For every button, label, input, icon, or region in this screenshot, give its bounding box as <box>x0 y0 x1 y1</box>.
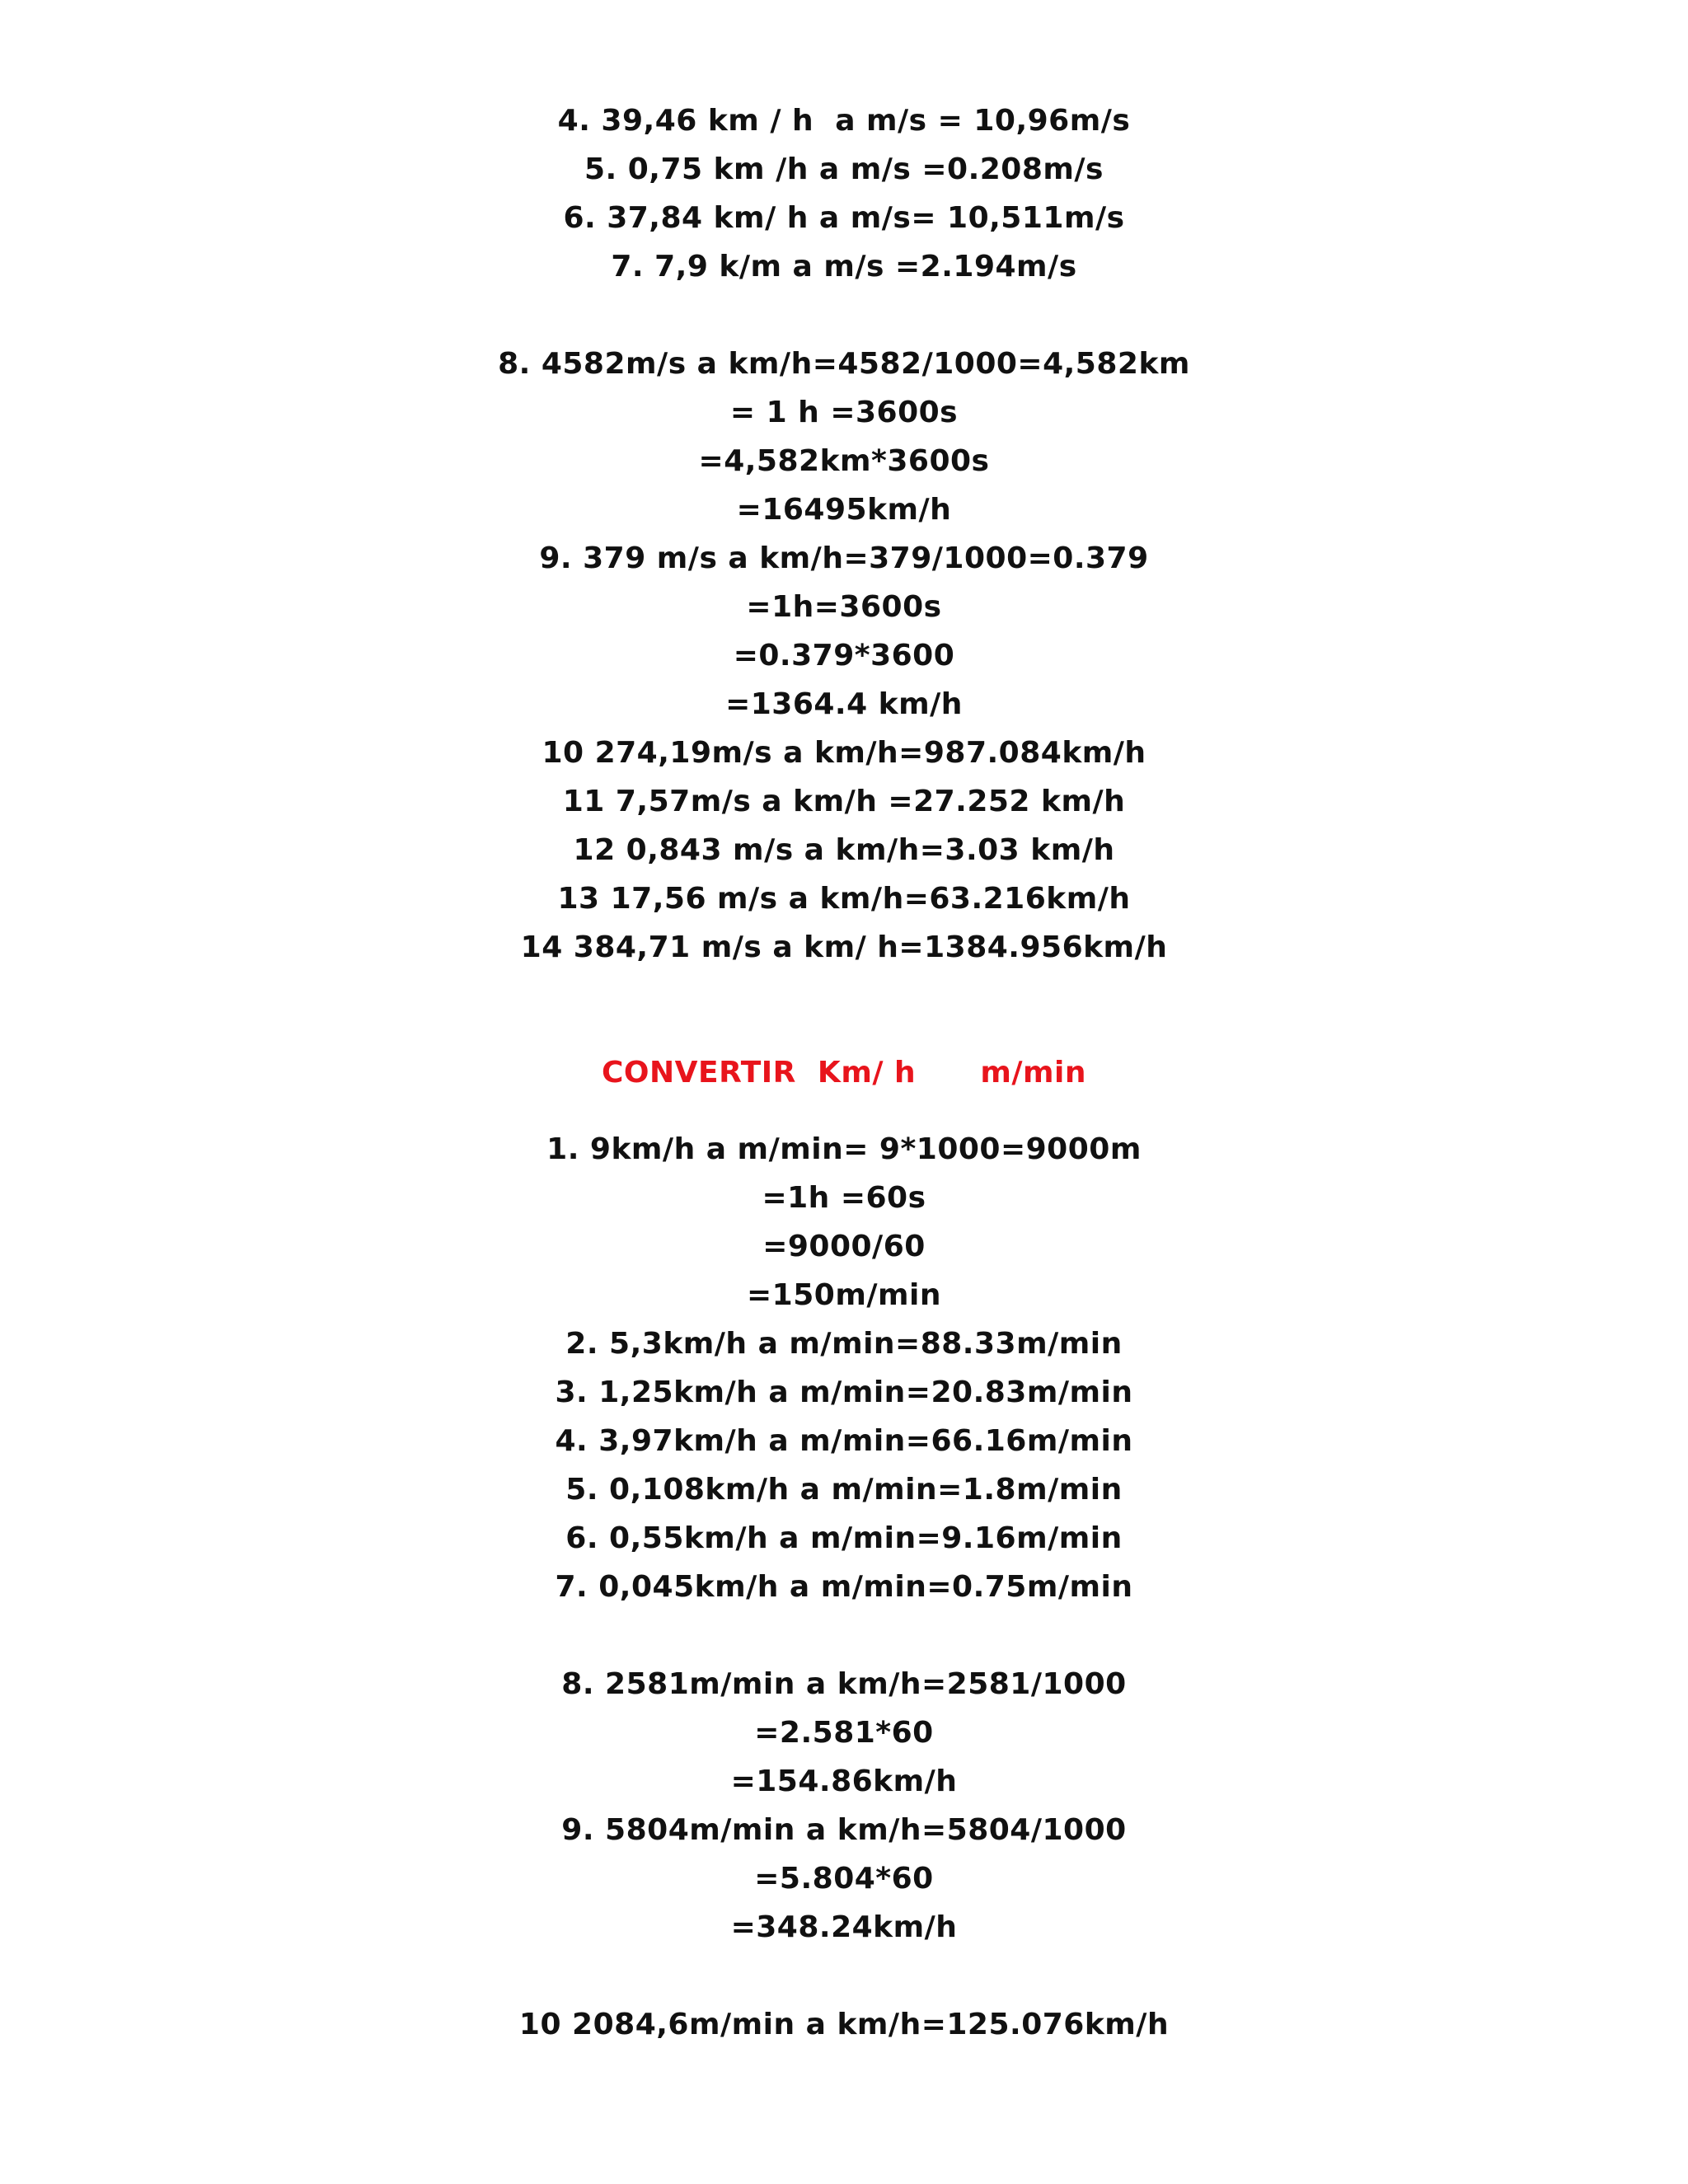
section-heading: CONVERTIR Km/ h m/min <box>601 1056 1086 1090</box>
conversion-line: =1h =60s <box>762 1181 926 1215</box>
conversion-line: 14 384,71 m/s a km/ h=1384.956km/h <box>520 930 1168 964</box>
conversion-line: =348.24km/h <box>730 1910 958 1944</box>
conversion-line: 8. 2581m/min a km/h=2581/1000 <box>561 1667 1127 1701</box>
conversion-line: 12 0,843 m/s a km/h=3.03 km/h <box>573 833 1115 867</box>
conversion-line: 2. 5,3km/h a m/min=88.33m/min <box>565 1327 1123 1361</box>
conversion-line: 1. 9km/h a m/min= 9*1000=9000m <box>546 1132 1142 1166</box>
conversion-line: 5. 0,108km/h a m/min=1.8m/min <box>565 1473 1123 1507</box>
conversion-line: =4,582km*3600s <box>698 444 990 478</box>
conversion-line: 5. 0,75 km /h a m/s =0.208m/s <box>584 152 1104 186</box>
conversion-line: =2.581*60 <box>754 1716 934 1750</box>
conversion-line: = 1 h =3600s <box>729 396 959 429</box>
conversion-line: 13 17,56 m/s a km/h=63.216km/h <box>557 882 1131 916</box>
conversion-line: 6. 0,55km/h a m/min=9.16m/min <box>565 1521 1123 1555</box>
conversion-line: =150m/min <box>747 1278 941 1312</box>
conversion-line: 7. 0,045km/h a m/min=0.75m/min <box>555 1570 1133 1604</box>
conversion-line: =154.86km/h <box>730 1765 958 1798</box>
conversion-line: 6. 37,84 km/ h a m/s= 10,511m/s <box>563 201 1125 235</box>
conversion-line: =0.379*3600 <box>733 639 955 673</box>
conversion-line: 8. 4582m/s a km/h=4582/1000=4,582km <box>498 347 1190 381</box>
conversion-line: 3. 1,25km/h a m/min=20.83m/min <box>555 1376 1133 1409</box>
conversion-line: 11 7,57m/s a km/h =27.252 km/h <box>562 785 1126 818</box>
conversion-line: 7. 7,9 k/m a m/s =2.194m/s <box>611 250 1077 284</box>
conversion-line: 9. 379 m/s a km/h=379/1000=0.379 <box>539 541 1149 575</box>
conversion-line: 10 274,19m/s a km/h=987.084km/h <box>542 736 1146 770</box>
conversion-line: 4. 39,46 km / h a m/s = 10,96m/s <box>557 104 1131 138</box>
conversion-line: =16495km/h <box>736 493 952 527</box>
conversion-line: =9000/60 <box>762 1230 926 1263</box>
conversion-line: =1h=3600s <box>746 590 942 624</box>
conversion-line: 4. 3,97km/h a m/min=66.16m/min <box>555 1424 1133 1458</box>
conversion-line: 10 2084,6m/min a km/h=125.076km/h <box>518 2008 1170 2041</box>
conversion-line: =5.804*60 <box>754 1862 934 1896</box>
conversion-line: 9. 5804m/min a km/h=5804/1000 <box>561 1813 1127 1847</box>
conversion-line: =1364.4 km/h <box>725 687 963 721</box>
